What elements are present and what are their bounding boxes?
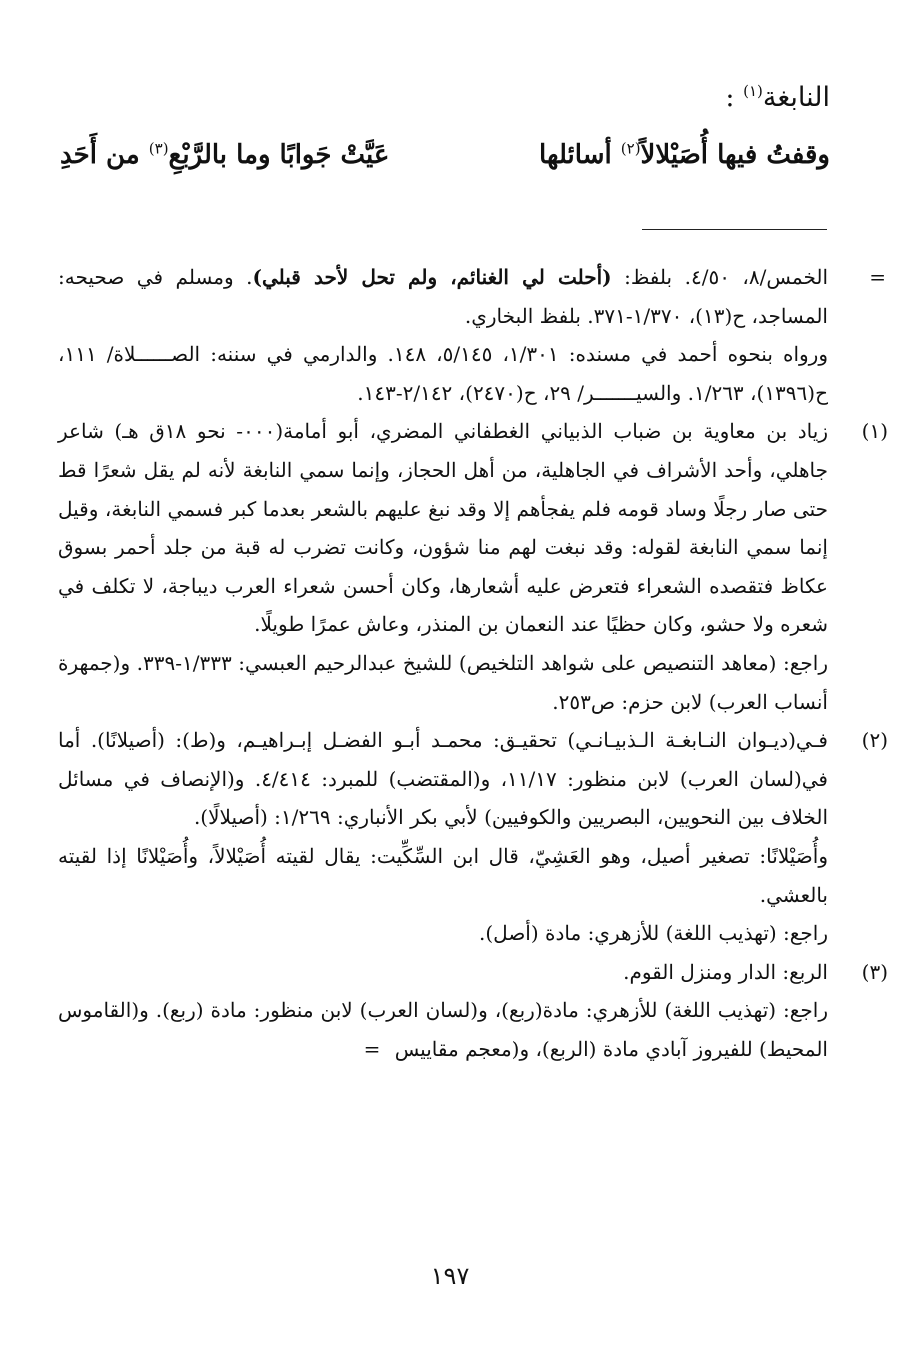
- footnote-paragraph: راجع: (تهذيب اللغة) للأزهري: مادة (أصل).: [479, 921, 828, 946]
- footnote-paragraph: فـي(ديـوان النـابغـة الـذبيـانـي) تحقيـق: محمـد أبـو الفضـل إبـراهيـم، و(ط): (أصيلانًا). أما في(لسان العرب) لابن منظور: ١١/١٧، و(المقتضب) للمبرد: ٤/٤١٤. و(الإنصاف في مسائل الخلاف بين النحويين، البصريين والكوفيين) لأبي بكر الأنباري: ١/٢٦٩: (أصيلالًا).: [58, 728, 828, 830]
- continued-footnote-text-2: ورواه بنحوه أحمد في مسنده: ١/٣٠١، ٥/١٤٥، ١٤٨. والدارمي في سننه: الصــــــلاة/ ١١١، ح(١٣٩٦)، ١/٢٦٣. والسيـــــــر/ ٢٩، ح(٢٤٧٠)، ٢/١٤٢-١٤٣.: [58, 342, 829, 405]
- footnote-paragraph: [58, 991, 828, 1068]
- footnote-marker: (٢): [861, 728, 888, 753]
- footnotes: [58, 258, 888, 1068]
- continued-footnote: [58, 258, 886, 412]
- verse-first-text-end: أسائلها: [539, 140, 621, 170]
- footnote-marker: (١): [861, 419, 888, 444]
- page-number: ١٩٧: [430, 1262, 470, 1290]
- continuation-marker-end: =: [363, 1036, 381, 1061]
- verse-second-hemistich: [60, 140, 389, 170]
- continued-line-end: . ومسلم في صحيحه: المساجد، ح(١٣)، ١/٣٧٠-٣٧١. بلفظ البخاري.: [58, 265, 828, 328]
- verse-first-hemistich: [539, 140, 830, 170]
- footnote-separator: [642, 229, 827, 230]
- continuation-marker: =: [869, 265, 886, 289]
- verse-second-text: عَيَّتْ جَوابًا وما بالرَّبْعِ: [168, 140, 390, 170]
- footnote-paragraph: الربع: الدار ومنزل القوم.: [623, 959, 828, 984]
- footnote-paragraph: وأُصَيْلانًا: تصغير أصيل، وهو العَشِيّ، قال ابن السِّكِّيت: يقال لقيته أُصَيْلالاً، وأُصَيْلانًا إذا لقيته بالعشي.: [58, 843, 828, 907]
- verse-second-text-end: من أَحَدِ: [60, 140, 149, 170]
- footnote-paragraph-text: راجع: (تهذيب اللغة) للأزهري: مادة(ربع)، و(لسان العرب) لابن منظور: مادة (ربع). و(القاموس المحيط) للفيروز آبادي مادة (الربع)، و(معجم مقاييس: [58, 998, 828, 1061]
- footnote-marker: (٣): [861, 959, 888, 984]
- footnote-paragraph: راجع: (معاهد التنصيص على شواهد التلخيص) للشيخ عبدالرحيم العبسي: ١/٣٣٣-٣٣٩. و(جمهرة أنساب العرب) لابن حزم: ص٢٥٣.: [58, 650, 828, 714]
- poem-verse: [60, 140, 830, 186]
- heading-text: النابغة: [762, 82, 830, 113]
- verse-first-text: وقفتُ فيها أُصَيْلالاً: [640, 140, 830, 170]
- continued-line-start: الخمس/٨، ٤/٥٠. بلفظ:: [611, 265, 828, 289]
- footnote-1: [58, 412, 888, 721]
- continued-footnote-text: [58, 258, 828, 335]
- footnote-3: [58, 953, 888, 1069]
- continued-line-quote: (أحلت لي الغنائم، ولم تحل لأحد قبلي): [252, 265, 612, 289]
- verse-footnote-ref-3: (٣): [148, 139, 169, 158]
- verse-footnote-ref-2: (٢): [620, 139, 641, 158]
- footnote-2: [58, 721, 888, 953]
- section-heading: [725, 82, 830, 113]
- heading-footnote-ref: (١): [743, 82, 763, 100]
- footnote-paragraph: زياد بن معاوية بن ضباب الذبياني الغطفاني المضري، أبو أمامة(٠٠٠- نحو ١٨ق هـ) شاعر جاهلي، وأحد الأشراف في الجاهلية، من أهل الحجاز، وإنما سمي النابغة لأنه لم يقل شعرًا قط حتى صار رجلًا وساد قومه فلم يفجأهم إلا وقد نبغ عليهم بالشعر بعدما كبر فسمي النابغة، وقيل إنما سمي النابغة لقوله: وقد نبغت لهم منا شؤون، وكانت تضرب له قبة من جلد أحمر بسوق عكاظ فتقصده الشعراء فتعرض عليه أشعارها، وكان أحسن شعراء العرب ديباجة، لا تكلف في شعره ولا حشو، وكان حظيًا عند النعمان بن المنذر، وعاش عمرًا طويلًا.: [58, 419, 829, 637]
- heading-colon: :: [725, 82, 735, 113]
